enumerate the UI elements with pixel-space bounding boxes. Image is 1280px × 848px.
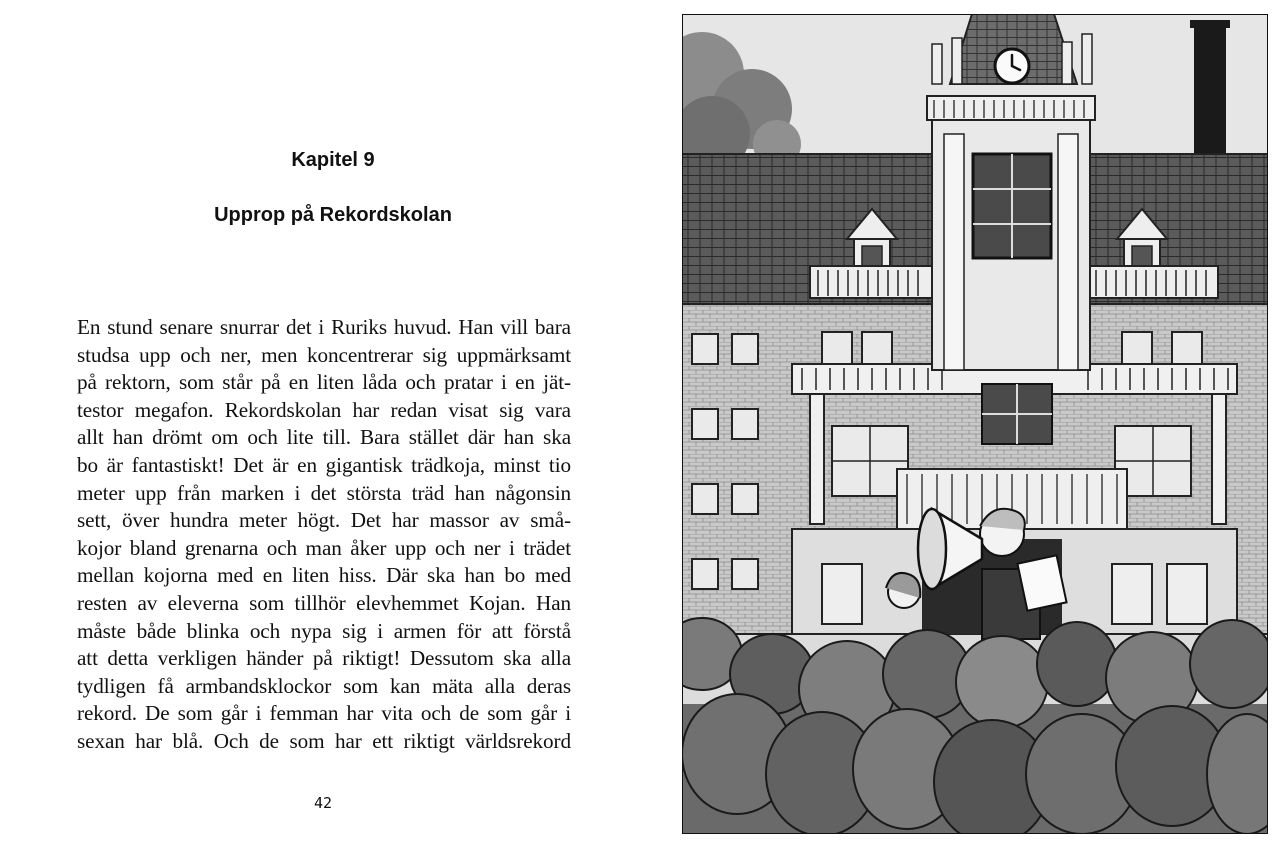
- chimney: [1194, 22, 1226, 154]
- school-illustration: [682, 14, 1268, 834]
- chapter-body-text: [77, 314, 571, 756]
- text-line: tydligen få armbandsklockor som kan mäta alla deras: [77, 673, 571, 698]
- text-line: testor megafon. Rekordskolan har redan visat sig vara: [77, 397, 571, 422]
- text-line: sexan har blå. Och de som har ett riktigt världsrekord: [77, 728, 571, 753]
- text-line: studsa upp och ner, men koncentrerar sig uppmärksamt: [77, 342, 571, 367]
- text-line: måste både blinka och nypa sig i armen för att förstå: [77, 618, 571, 643]
- text-line: mellan kojorna med en liten hiss. Där ska han bo med: [77, 563, 571, 588]
- chapter-number: Kapitel 9: [291, 149, 375, 171]
- text-line: kojor bland grenarna och man åker upp och ner i trädet: [77, 535, 571, 560]
- text-line: allt han drömt om och lite till. Bara stället där han ska: [77, 425, 571, 450]
- clock-icon: [995, 49, 1029, 83]
- text-line: En stund senare snurrar det i Ruriks huvud. Han vill bara: [77, 315, 571, 339]
- text-line: på rektorn, som står på en liten låda och pratar i en jät-: [77, 370, 571, 395]
- page-number: 42: [313, 794, 333, 812]
- text-line: att detta verkligen händer på riktigt! Dessutom ska alla: [77, 646, 571, 671]
- text-line: meter upp från marken i det största träd han någonsin: [77, 480, 571, 505]
- teacher-figure: [886, 573, 920, 608]
- chapter-title: Upprop på Rekordskolan: [214, 204, 452, 226]
- crowd-icon: [682, 618, 1268, 834]
- text-line: bo är fantastiskt! Det är en gigantisk trädkoja, minst tio: [77, 452, 571, 477]
- text-line: resten av eleverna som tillhör elevhemmet Kojan. Han: [77, 590, 571, 615]
- text-line: rekord. De som går i femman har vita och de som går i: [77, 701, 571, 726]
- text-line: sett, över hundra meter högt. Det har massor av små-: [77, 508, 571, 533]
